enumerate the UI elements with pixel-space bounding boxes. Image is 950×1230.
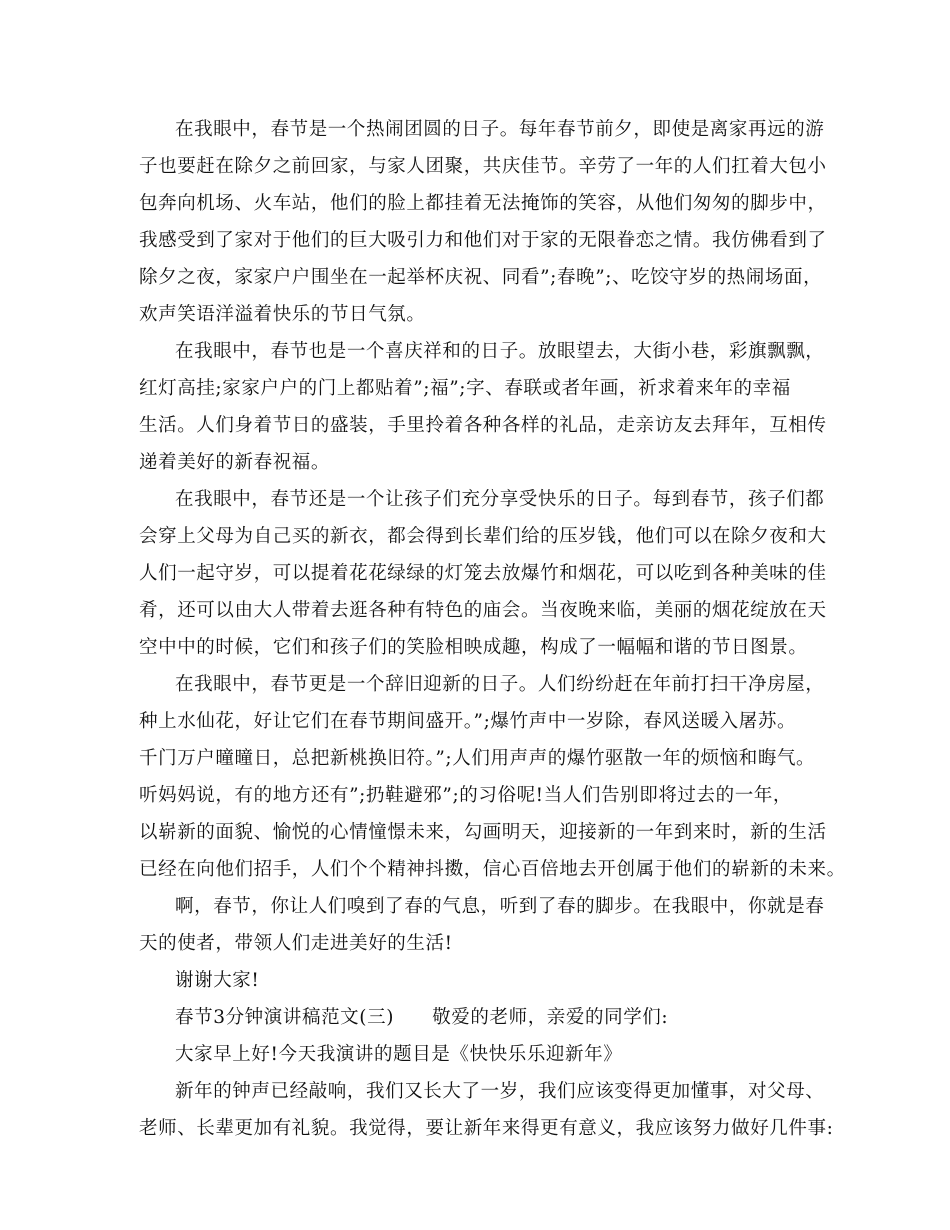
paragraph-line: 肴，还可以由大人带着去逛各种有特色的庙会。当夜晚来临，美丽的烟花绽放在天 — [139, 600, 827, 621]
paragraph-line: 我感受到了家对于他们的巨大吸引力和他们对于家的无限眷恋之情。我仿佛看到了 — [139, 230, 827, 251]
section-heading-line: 春节3分钟演讲稿范文(三) 敬爱的老师，亲爱的同学们: — [175, 1007, 669, 1028]
paragraph-line: 在我眼中，春节是一个热闹团圆的日子。每年春节前夕，即使是离家再远的游 — [175, 119, 825, 140]
paragraph-line: 千门万户曈曈日，总把新桃换旧符。”;人们用声声的爆竹驱散一年的烦恼和晦气。 — [139, 748, 816, 769]
paragraph-line: 子也要赶在除夕之前回家，与家人团聚，共庆佳节。辛劳了一年的人们扛着大包小 — [139, 156, 827, 177]
paragraph-line: 包奔向机场、火车站，他们的脸上都挂着无法掩饰的笑容，从他们匆匆的脚步中， — [139, 193, 827, 214]
paragraph-line: 听妈妈说，有的地方还有”;扔鞋避邪”;的习俗呢!当人们告别即将过去的一年， — [139, 785, 793, 806]
paragraph-line: 以崭新的面貌、愉悦的心情憧憬未来，勾画明天，迎接新的一年到来时，新的生活 — [139, 822, 827, 843]
paragraph-line: 红灯高挂;家家户户的门上都贴着”;福”;字、春联或者年画，祈求着来年的幸福 — [139, 378, 791, 399]
paragraph-line: 欢声笑语洋溢着快乐的节日气氛。 — [139, 304, 426, 325]
greeting-line: 大家早上好!今天我演讲的题目是《快快乐乐迎新年》 — [175, 1044, 623, 1065]
paragraph-line: 种上水仙花，好让它们在春节期间盛开。”;爆竹声中一岁除，春风送暖入屠苏。 — [139, 711, 797, 732]
paragraph-line: 天的使者，带领人们走进美好的生活! — [139, 933, 453, 954]
closing-line: 谢谢大家! — [175, 970, 260, 991]
paragraph-line: 老师、长辈更加有礼貌。我觉得，要让新年来得更有意义，我应该努力做好几件事: — [139, 1118, 834, 1139]
paragraph-line: 在我眼中，春节还是一个让孩子们充分享受快乐的日子。每到春节，孩子们都 — [175, 489, 825, 510]
paragraph-line: 人们一起守岁，可以提着花花绿绿的灯笼去放爆竹和烟花，可以吃到各种美味的佳 — [139, 563, 827, 584]
paragraph-line: 会穿上父母为自己买的新衣，都会得到长辈们给的压岁钱，他们可以在除夕夜和大 — [139, 526, 827, 547]
paragraph-line: 在我眼中，春节更是一个辞旧迎新的日子。人们纷纷赶在年前打扫干净房屋， — [175, 674, 825, 695]
paragraph-line: 在我眼中，春节也是一个喜庆祥和的日子。放眼望去，大街小巷，彩旗飘飘， — [175, 341, 825, 362]
paragraph-line: 递着美好的新春祝福。 — [139, 452, 331, 473]
paragraph-line: 空中中的时候，它们和孩子们的笑脸相映成趣，构成了一幅幅和谐的节日图景。 — [139, 637, 808, 658]
paragraph-line: 新年的钟声已经敲响，我们又长大了一岁，我们应该变得更加懂事，对父母、 — [175, 1081, 825, 1102]
paragraph-line: 已经在向他们招手，人们个个精神抖擞，信心百倍地去开创属于他们的崭新的未来。 — [139, 859, 846, 880]
paragraph-line: 生活。人们身着节日的盛装，手里拎着各种各样的礼品，走亲访友去拜年，互相传 — [139, 415, 827, 436]
paragraph-line: 啊，春节，你让人们嗅到了春的气息，听到了春的脚步。在我眼中，你就是春 — [175, 896, 825, 917]
paragraph-line: 除夕之夜，家家户户围坐在一起举杯庆祝、同看”;春晚”;、吃饺守岁的热闹场面， — [139, 267, 823, 288]
